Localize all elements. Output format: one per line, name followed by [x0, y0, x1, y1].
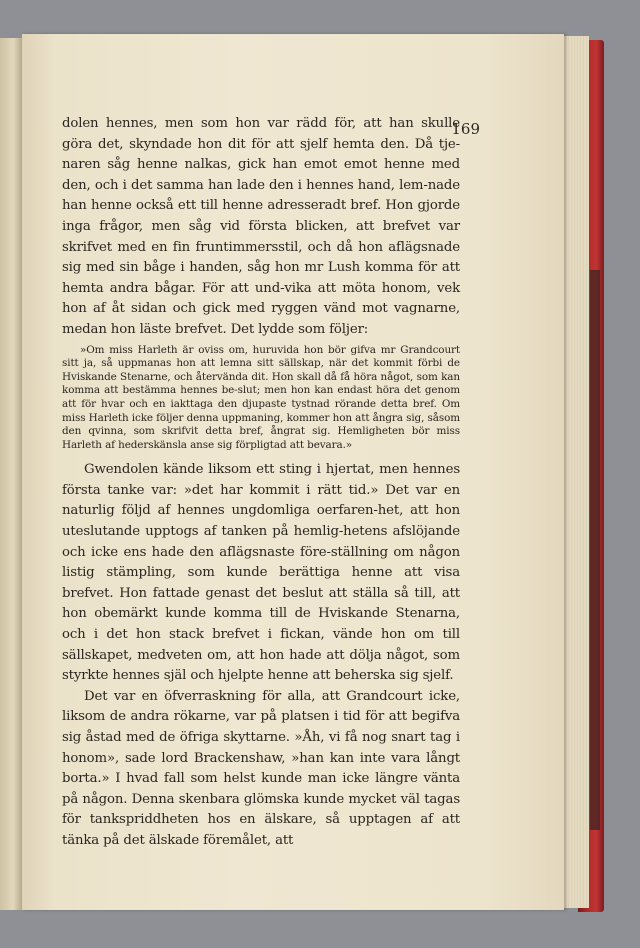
text-block	[62, 114, 460, 852]
page-number: 169	[451, 120, 480, 138]
paragraph: Gwendolen kände liksom ett sting i hjertat, men hennes första tanke var: »det har kommit i rätt tid.» Det var en naturlig följd af hennes ungdomliga oerfaren-het, att hon uteslutande upptogs af tanken på hemlig-hetens afslöjande och icke ens hade den aflägsnaste före-ställning om någon listig stämpling, som kunde berättiga henne att visa brefvet. Hon fattade genast det beslut att ställa så till, att hon obemärkt kunde komma till de Hviskande Stenarna, och i det hon stack brefvet i fickan, vände hon om till sällskapet, medveten om, att hon hade att dölja något, som styrkte hennes själ och hjelpte henne att beherska sig sjelf.	[62, 462, 460, 684]
paragraph: dolen hennes, men som hon var rädd för, att han skulle göra det, skyndade hon dit för att sjelf hemta den. Då tje-naren såg henne nalkas, gick han emot emot henne med den, och i det samma han lade den i hennes hand, lem-nade han henne också ett till henne adresseradt bref. Hon gjorde inga frågor, men såg vid första blicken, att brefvet var skrifvet med en fin fruntimmersstil, och då hon aflägsnade sig med sin båge i handen, såg hon mr Lush komma för att hemta andra bågar. För att und-vika att möta honom, vek hon af åt sidan och gick med ryggen vänd mot vagnarne, medan hon läste brefvet. Det lydde som följer:	[62, 116, 460, 337]
adjacent-page-edge	[0, 38, 23, 910]
paragraph: Det var en öfverraskning för alla, att Grandcourt icke, liksom de andra rökarne, var på platsen i tid för att begifva sig åstad med de öfriga skyttarne. »Åh, vi få nog snart tag i honom», sade lord Brackenshaw, »han kan inte vara långt borta.» I hvad fall som helst kunde man icke längre vänta på någon. Denna skenbara glömska kunde mycket väl tagas för tankspriddheten hos en älskare, så upptagen af att tänka på det älskade föremålet, att	[62, 688, 460, 848]
letter-quote: »Om miss Harleth är oviss om, huruvida hon bör gifva mr Grandcourt sitt ja, så uppmanas hon att lemna sitt sällskap, när det kommit förbi de Hviskande Stenarne, och återvända dit. Hon skall då få höra något, som kan komma att bestämma hennes be-slut; men hon kan endast höra det genom att för hvar och en iakttaga den djupaste tystnad rörande detta bref. Om miss Harleth icke följer denna uppmaning, kommer hon att ångra sig, såsom den qvinna, som skrifvit detta bref, ångrat sig. Hemligheten bör miss Harleth af hederskänsla anse sig förpligtad att bevara.»	[62, 343, 460, 451]
page-stack-edges	[560, 36, 589, 908]
cover-shadow	[590, 270, 600, 830]
